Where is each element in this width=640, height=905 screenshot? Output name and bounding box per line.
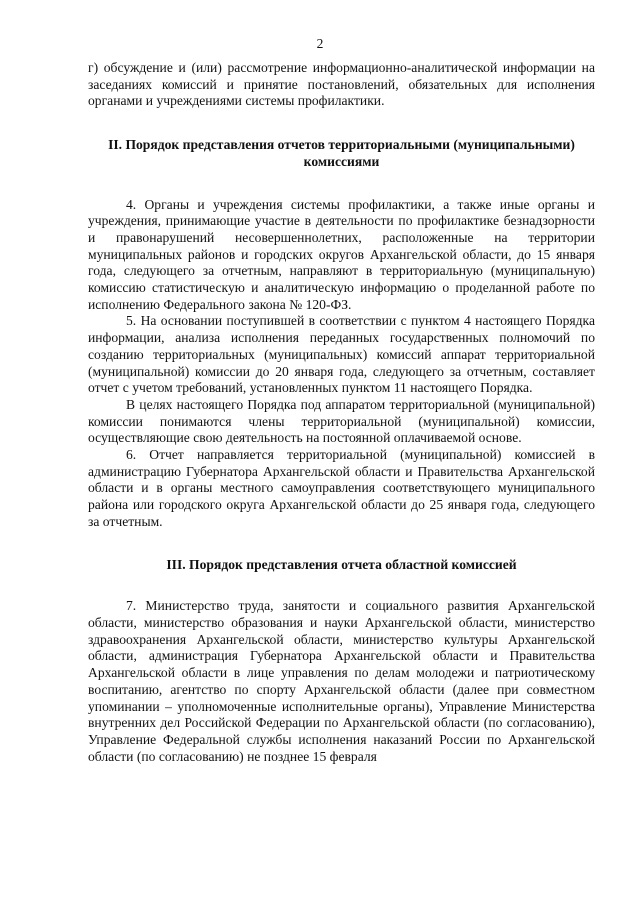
- section-3-paragraph-7: 7. Министерство труда, занятости и социального развития Архангельской области, министерство образования и науки Архангельской области, министерство здравоохранения Архангельской области, министерство культуры Архангельской области, администрация Губернатора Архангельской области и Правительства Архангельской области в лице управления по делам молодежи и патриотическому воспитанию, агентство по спорту Архангельской области (далее при совместном упоминании – уполномоченные исполнительные органы), Управление Министерства внутренних дел Российской Федерации по Архангельской области (по согласованию), Управление Федеральной службы исполнения наказаний России по Архангельской области (по согласованию) не позднее 15 февраля: [88, 598, 595, 764]
- section-2-paragraph-4: 4. Органы и учреждения системы профилактики, а также иные органы и учреждения, принимающие участие в деятельности по профилактике безнадзорности и правонарушений несовершеннолетних, расположенные на территории муниципальных районов и городских округов Архангельской области, до 15 января года, следующего за отчетным, направляют в территориальную (муниципальную) комиссию статистическую и аналитическую информацию о проделанной работе по исполнению Федерального закона № 120-ФЗ.: [88, 196, 595, 312]
- page-number: 2: [316, 36, 324, 51]
- section-2-heading: II. Порядок представления отчетов территориальными (муниципальными) комиссиями: [108, 137, 575, 169]
- section-2-paragraph-5: 5. На основании поступившей в соответствии с пунктом 4 настоящего Порядка информации, анализа исполнения переданных государственных полномочий по созданию территориальных (муниципальных) комиссий аппарат территориальной (муниципальной) комиссии до 20 января года, следующего за отчетным, составляет отчет с учетом требований, установленных пунктом 11 настоящего Порядка.: [88, 313, 595, 396]
- section-2-paragraph-5-definition: В целях настоящего Порядка под аппаратом территориальной (муниципальной) комиссии понимаются члены территориальной (муниципальной) комиссии, осуществляющие свою деятельность на постоянной оплачиваемой основе.: [88, 396, 595, 446]
- intro-paragraph: г) обсуждение и (или) рассмотрение информационно-аналитической информации на заседаниях комиссий и принятие постановлений, обязательных для исполнения органами и учреждениями системы профилактики.: [88, 60, 595, 109]
- document-body: [88, 60, 595, 765]
- section-3-heading: III. Порядок представления отчета областной комиссией: [166, 556, 517, 572]
- section-2-paragraph-6: 6. Отчет направляется территориальной (муниципальной) комиссией в администрацию Губернатора Архангельской области и Правительства Архангельской области и в органы местного самоуправления соответствующего муниципального района или городского округа Архангельской области до 25 января года, следующего за отчетным.: [88, 447, 595, 529]
